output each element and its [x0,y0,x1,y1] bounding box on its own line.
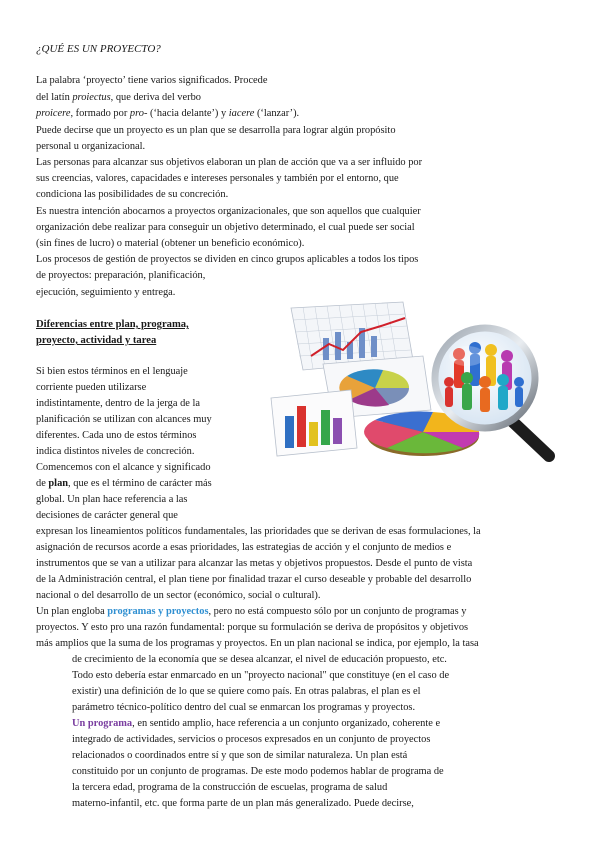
column-line: decisiones de carácter general que [36,510,178,521]
column-line: diferentes. Cada uno de estos términos [36,430,197,441]
column-line: corriente pueden utilizarse [36,382,147,393]
body-line: Todo esto debería estar enmarcado en un "proyecto nacional" que constituye (en el caso de [72,670,450,681]
bar-chart-sheet [271,390,357,456]
body-line: de crecimiento de la economía que se desea alcanzar, el nivel de educación propuesto, etc. [72,654,447,665]
body-line: nacional o del desarrollo de un sector (económico, social o cultural). [36,590,321,601]
column-line: de plan, que es el término de carácter más [36,478,212,489]
intro-line: sus creencias, valores, capacidades e intereses personales y también por el entorno, que [36,173,399,184]
intro-line: organización debe realizar para conseguir un objetivo determinado, el cual puede ser social [36,222,415,233]
intro-line: Es nuestra intención abocarnos a proyectos organizacionales, que son aquellos que cualquier [36,206,421,217]
intro-line: personal u organizacional. [36,141,146,152]
page-title: ¿QUÉ ES UN PROYECTO? [36,43,161,55]
intro-line: proicere, formado por pro- (‘hacia delante’) y iacere (‘lanzar’). [36,108,300,119]
body-line: Un programa, en sentido amplio, hace referencia a un conjunto organizado, coherente e [72,718,441,729]
intro-line: Las personas para alcanzar sus objetivos elaboran un plan de acción que va a ser influido por [36,157,423,168]
column-line: Comencemos con el alcance y significado [36,462,211,473]
column-line: global. Un plan hace referencia a las [36,494,188,505]
body-line: constituido por un conjunto de programas. De este modo podemos hablar de programa de [72,766,444,777]
intro-line: La palabra ‘proyecto’ tiene varios significados. Procede [36,75,268,86]
section-heading: Diferencias entre plan, programa, [36,319,189,330]
body-line: proyectos. Y esto pro una razón fundamental: porque su formulación se deriva de propósitos y objetivos [36,622,469,633]
business-charts-magnifier-illustration [263,298,563,468]
body-line: Un plan engloba programas y proyectos, pero no está compuesto sólo por un conjunto de programas y [36,606,467,617]
body-line: de la Administración central, el plan tiene por finalidad trazar el curso deseable y probable del desarrollo [36,574,472,585]
body-line: instrumentos que se van a utilizar para alcanzar las metas y objetivos propuestos. Desde el punto de vista [36,558,473,569]
intro-line: (sin fines de lucro) o material (obtener un beneficio económico). [36,238,305,249]
intro-line: condiciona las posibilidades de su concreción. [36,189,229,200]
intro-line: ejecución, seguimiento y entrega. [36,287,176,298]
body-line: materno-infantil, etc. que forma parte de un plan más generalizado. Puede decirse, [72,798,414,809]
highlight-programas-proyectos: programas y proyectos [107,606,209,617]
column-line: indistintamente, dentro de la jerga de la [36,398,200,409]
body-line: asignación de recursos acorde a esas prioridades, las estrategias de acción y el conjunto de medios e [36,542,452,553]
body-line: relacionados o coordinados entre sí y que son de similar naturaleza. Un plan está [72,750,408,761]
body-line: más amplios que la suma de los programas y proyectos. En un plan nacional se indica, por ejemplo, la tasa [36,638,479,649]
body-line: existir) una definición de lo que se quiere como país. En otras palabras, el plan es el [72,686,421,697]
intro-line: Los procesos de gestión de proyectos se dividen en cinco grupos aplicables a todos los tipos [36,254,419,265]
column-line: indica distintos niveles de concreción. [36,446,195,457]
body-line: la tercera edad, programa de la construcción de escuelas, programa de salud [72,782,388,793]
body-line: expresan los lineamientos políticos fundamentales, las prioridades que se derivan de esas formulaciones, la [36,526,481,537]
highlight-un-programa: Un programa [72,718,133,729]
intro-line: Puede decirse que un proyecto es un plan que se desarrolla para lograr algún propósito [36,125,396,136]
intro-line: del latín proiectus, que deriva del verbo [36,92,201,103]
column-line: Si bien estos términos en el lenguaje [36,366,188,377]
column-line: planificación se utilizan con alcances muy [36,414,212,425]
intro-line: de proyectos: preparación, planificación, [36,270,206,281]
body-line: integrado de actividades, servicios o procesos expresados en un conjunto de proyectos [72,734,431,745]
section-heading: proyecto, actividad y tarea [36,335,157,346]
body-line: parámetro técnico-político dentro del cual se enmarcan los programas y proyectos. [72,702,416,713]
